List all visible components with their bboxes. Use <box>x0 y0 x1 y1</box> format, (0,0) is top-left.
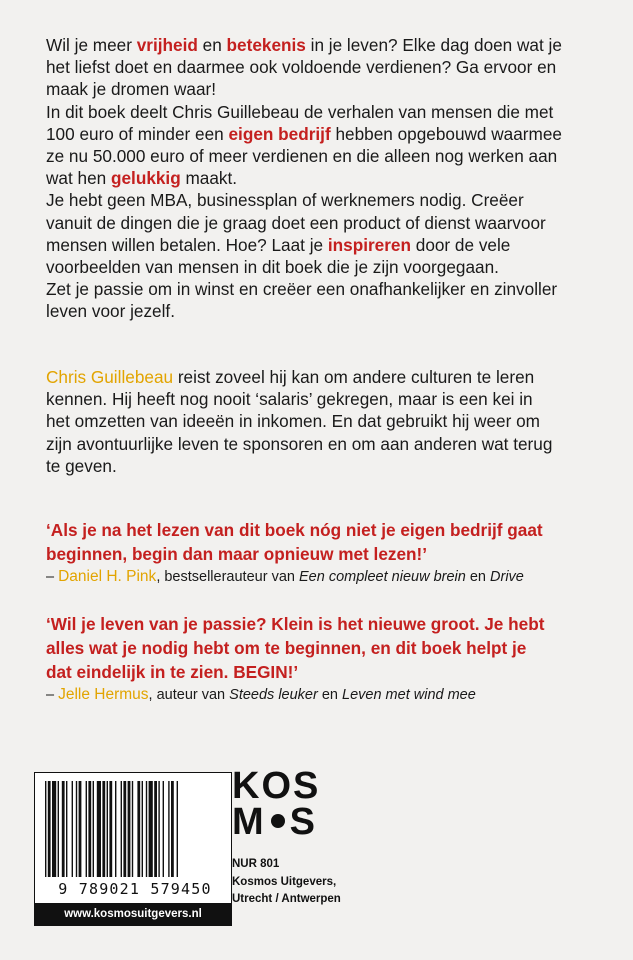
barcode-bar <box>128 781 131 877</box>
barcode-bar <box>102 781 105 877</box>
publisher-info <box>232 856 341 909</box>
quote-line: alles wat je nodig hebt om te beginnen, en dit boek helpt je <box>46 638 527 658</box>
barcode-bar <box>86 781 87 877</box>
quote-attribution <box>46 684 606 706</box>
barcode-bar <box>123 781 126 877</box>
logo-letter: M <box>232 801 266 843</box>
book-title: Steeds leuker <box>229 687 318 703</box>
nur-code: NUR 801 <box>232 858 280 870</box>
logo-row-top: KOS <box>232 765 321 807</box>
text-span: wat hen <box>46 168 111 189</box>
text-span: door de vele <box>410 234 511 255</box>
barcode-bar <box>142 781 143 877</box>
barcode-bar <box>88 781 91 877</box>
highlight-vrijheid: vrijheid <box>136 35 198 55</box>
barcode-bar <box>121 781 122 877</box>
quote-author: Daniel H. Pink <box>58 568 157 585</box>
text-span: , auteur van <box>148 687 230 703</box>
barcode-bar <box>66 781 67 877</box>
barcode-bar <box>163 781 164 877</box>
author-name: Chris Guillebeau <box>46 367 174 387</box>
blurb-line: leven voor jezelf. <box>46 301 175 322</box>
barcode-bar <box>177 781 178 877</box>
logo-row-bottom <box>232 801 320 843</box>
barcode-bar <box>132 781 133 877</box>
barcode-bar <box>158 781 159 877</box>
barcode-bar <box>62 781 65 877</box>
quote-line: dat eindelijk in te zien. BEGIN!’ <box>46 662 299 682</box>
barcode-bar <box>76 781 77 877</box>
blurb-line: voorbeelden van mensen in dit boek die je zijn voorgegaan. <box>46 257 499 278</box>
text-span: hebben opgebouwd waarmee <box>330 123 562 144</box>
quote-author: Jelle Hermus <box>58 686 149 703</box>
logo-letter: S <box>289 801 318 843</box>
barcode-bar <box>137 781 140 877</box>
barcode-bar <box>52 781 56 877</box>
blurb-text <box>46 34 606 323</box>
barcode-bar <box>109 781 112 877</box>
text-span: , bestsellerauteur van <box>156 569 299 585</box>
barcode-bar <box>72 781 73 877</box>
quote-hermus <box>46 612 606 706</box>
highlight-eigen-bedrijf: eigen bedrijf <box>228 123 331 144</box>
book-title: Een compleet nieuw brein <box>298 569 466 585</box>
barcode-bar <box>45 781 46 877</box>
quote-attribution <box>46 566 606 588</box>
bio-line: te geven. <box>46 455 117 476</box>
book-title: Drive <box>490 569 524 585</box>
text-span: Wil je meer <box>46 35 137 55</box>
quote-line: ‘Wil je leven van je passie? Klein is het nieuwe groot. Je hebt <box>46 614 545 634</box>
bio-line: het omzetten van ideeën in inkomen. En dat gebruikt hij weer om <box>46 411 540 432</box>
blurb-line <box>46 123 606 145</box>
bio-line: zijn avontuurlijke leven te sponsoren en om aan anderen wat terug <box>46 433 553 454</box>
barcode-bar <box>146 781 147 877</box>
publisher-url: www.kosmosuitgevers.nl <box>35 903 231 925</box>
text-span: in je leven? Elke dag doen wat je <box>305 35 562 55</box>
highlight-inspireren: inspireren <box>327 234 411 255</box>
text-span: 100 euro of minder een <box>46 123 229 144</box>
barcode-bar <box>107 781 108 877</box>
text-span: – <box>46 687 59 703</box>
isbn-number: 9 789021 579450 <box>58 880 212 898</box>
barcode-bar <box>115 781 116 877</box>
book-title: Leven met wind mee <box>342 687 476 703</box>
barcode <box>34 772 232 926</box>
barcode-bar <box>48 781 51 877</box>
barcode-bar <box>58 781 59 877</box>
blurb-line <box>46 34 606 56</box>
barcode-bar <box>171 781 174 877</box>
bio-line: kennen. Hij heeft nog nooit ‘salaris’ gekregen, maar is een kei in <box>46 389 533 410</box>
blurb-line: ze nu 50.000 euro of meer verdienen en die alleen nog werken aan <box>46 146 558 167</box>
text-span: en <box>317 687 343 703</box>
barcode-bar <box>97 781 101 877</box>
barcode-bar <box>154 781 157 877</box>
text-span: reist zoveel hij kan om andere culturen te leren <box>173 367 535 387</box>
blurb-line <box>46 234 606 256</box>
blurb-line: maak je dromen waar! <box>46 79 217 100</box>
barcode-bar <box>93 781 94 877</box>
publisher-city: Utrecht / Antwerpen <box>232 893 341 905</box>
quote-line: ‘Als je na het lezen van dit boek nóg niet je eigen bedrijf gaat <box>46 520 543 540</box>
barcode-bar <box>149 781 153 877</box>
bio-line <box>46 366 606 388</box>
barcode-bar <box>79 781 82 877</box>
logo-dot-icon <box>271 814 285 828</box>
blurb-line: Je hebt geen MBA, businessplan of werknemers nodig. Creëer <box>46 190 524 211</box>
text-span: mensen willen betalen. Hoe? Laat je <box>46 234 328 255</box>
publisher-name: Kosmos Uitgevers, <box>232 875 337 888</box>
quote-line: beginnen, begin dan maar opnieuw met lezen!’ <box>46 544 428 564</box>
highlight-gelukkig: gelukkig <box>110 168 181 189</box>
blurb-line: vanuit de dingen die je graag doet een product of dienst waarvoor <box>46 212 546 233</box>
blurb-line: In dit boek deelt Chris Guillebeau de verhalen van mensen die met <box>46 101 554 122</box>
blurb-line <box>46 167 606 189</box>
author-bio <box>46 366 606 477</box>
blurb-line: het liefst doet en daarmee ook voldoende verdienen? Ga ervoor en <box>46 57 557 78</box>
text-span: en <box>197 35 227 55</box>
text-span: en <box>465 569 491 585</box>
barcode-bar <box>168 781 169 877</box>
text-span: – <box>46 569 59 585</box>
highlight-betekenis: betekenis <box>226 35 306 55</box>
blurb-line: Zet je passie om in winst en creëer een onafhankelijker en zinvoller <box>46 279 558 300</box>
barcode-bars <box>43 781 223 879</box>
text-span: maakt. <box>180 168 238 189</box>
kosmos-logo <box>232 765 321 843</box>
quote-pink <box>46 518 606 588</box>
